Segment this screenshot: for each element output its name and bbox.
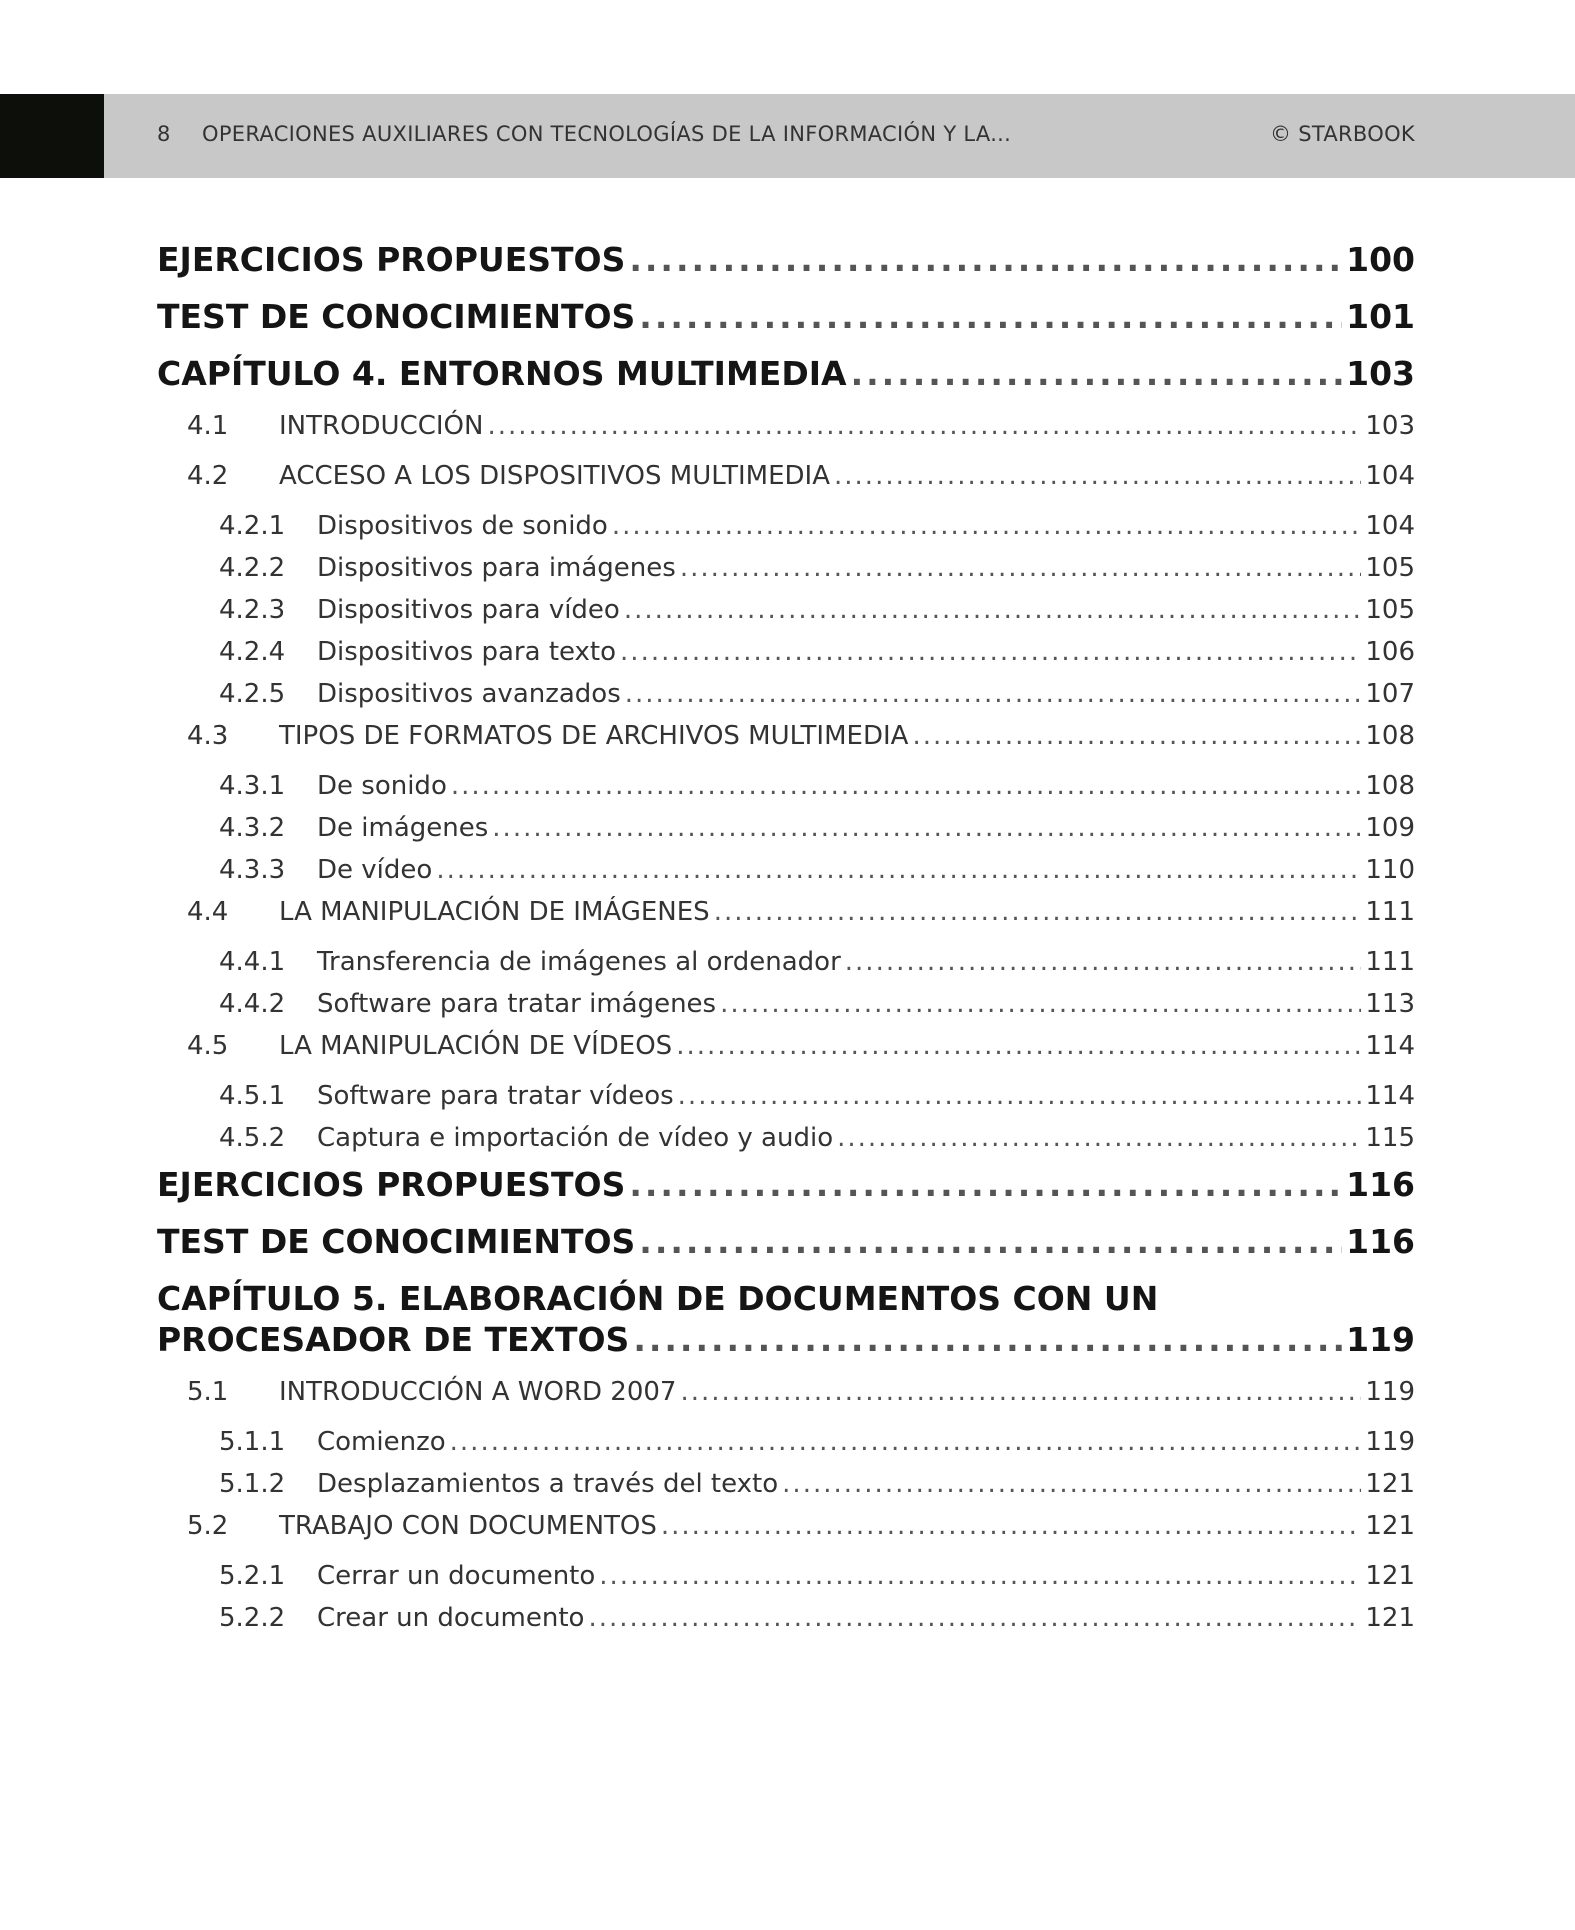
dot-leader <box>912 721 1361 751</box>
toc-entry-title: Dispositivos para vídeo <box>317 595 620 625</box>
toc-entry-title: Software para tratar imágenes <box>317 989 717 1019</box>
toc-entry-page: 105 <box>1365 553 1415 583</box>
dot-leader <box>851 354 1343 393</box>
toc-entry-title: De sonido <box>317 771 447 801</box>
toc-entry[interactable] <box>157 813 1415 855</box>
toc-entry-title: LA MANIPULACIÓN DE VÍDEOS <box>279 1031 673 1061</box>
toc-entry-label <box>219 511 608 541</box>
dot-leader <box>625 679 1362 709</box>
toc-entry-page: 103 <box>1346 354 1415 393</box>
toc-entry-page: 100 <box>1346 240 1415 279</box>
toc-entry-title: TEST DE CONOCIMIENTOS <box>157 297 636 336</box>
dot-leader <box>676 1031 1361 1061</box>
toc-entry-title: TRABAJO CON DOCUMENTOS <box>279 1511 657 1541</box>
dot-leader <box>450 1427 1362 1457</box>
toc-entry-number: 5.2.2 <box>219 1603 286 1633</box>
toc-entry-page: 121 <box>1365 1603 1415 1633</box>
toc-entry-page: 119 <box>1346 1320 1415 1359</box>
toc-entry[interactable] <box>157 947 1415 989</box>
dot-leader <box>720 989 1361 1019</box>
dot-leader <box>487 411 1361 441</box>
toc-entry[interactable] <box>157 1031 1415 1081</box>
toc-entry-page: 104 <box>1365 511 1415 541</box>
toc-entry-number: 4.2.1 <box>219 511 286 541</box>
toc-entry-page: 111 <box>1365 947 1415 977</box>
toc-entry-label <box>219 1603 584 1633</box>
toc-entry-label <box>219 1561 595 1591</box>
toc-entry-label <box>219 1123 833 1153</box>
page-number: 8 <box>157 122 171 146</box>
table-of-contents <box>157 240 1415 1645</box>
toc-entry[interactable] <box>157 855 1415 897</box>
dot-leader <box>639 1222 1342 1261</box>
dot-leader <box>612 511 1362 541</box>
toc-entry-page: 115 <box>1365 1123 1415 1153</box>
toc-entry[interactable] <box>157 297 1415 354</box>
publisher-label: © STARBOOK <box>1269 122 1415 146</box>
toc-entry-number: 4.2.4 <box>219 637 286 667</box>
dot-leader <box>678 1081 1362 1111</box>
dot-leader <box>714 897 1362 927</box>
toc-entry-title: CAPÍTULO 4. ENTORNOS MULTIMEDIA <box>157 354 847 393</box>
toc-entry-label <box>187 721 908 751</box>
toc-entry-title: Crear un documento <box>317 1603 585 1633</box>
toc-entry-page: 114 <box>1365 1031 1415 1061</box>
toc-entry-label <box>219 771 447 801</box>
toc-entry-label <box>219 637 616 667</box>
toc-entry-title: Dispositivos para imágenes <box>317 553 676 583</box>
toc-entry-title: Cerrar un documento <box>317 1561 596 1591</box>
toc-entry[interactable] <box>157 897 1415 947</box>
toc-entry-title: Desplazamientos a través del texto <box>317 1469 779 1499</box>
dot-leader <box>588 1603 1361 1633</box>
toc-entry-page: 116 <box>1346 1165 1415 1204</box>
toc-entry-page: 105 <box>1365 595 1415 625</box>
toc-entry[interactable] <box>157 1603 1415 1645</box>
toc-entry-page: 121 <box>1365 1561 1415 1591</box>
toc-entry[interactable] <box>157 771 1415 813</box>
toc-entry-number: 5.2.1 <box>219 1561 286 1591</box>
toc-entry-label <box>219 855 432 885</box>
toc-entry-page: 116 <box>1346 1222 1415 1261</box>
toc-entry-title: Dispositivos para texto <box>317 637 617 667</box>
dot-leader <box>436 855 1361 885</box>
dot-leader <box>845 947 1362 977</box>
toc-entry-page: 101 <box>1346 297 1415 336</box>
dot-leader <box>451 771 1362 801</box>
toc-entry-title: EJERCICIOS PROPUESTOS <box>157 1165 626 1204</box>
dot-leader <box>680 1377 1361 1407</box>
toc-entry-number: 4.2.2 <box>219 553 286 583</box>
toc-entry-label <box>187 1377 676 1407</box>
dot-leader <box>492 813 1361 843</box>
toc-entry-label <box>219 813 488 843</box>
toc-entry-number: 4.4.1 <box>219 947 286 977</box>
toc-entry[interactable] <box>157 1123 1415 1165</box>
toc-entry-page: 114 <box>1365 1081 1415 1111</box>
dot-leader <box>834 461 1361 491</box>
toc-entry-title: Software para tratar vídeos <box>317 1081 674 1111</box>
toc-entry-label <box>219 1081 674 1111</box>
toc-entry[interactable] <box>157 511 1415 553</box>
toc-entry-number: 4.3.1 <box>219 771 286 801</box>
toc-entry-title: De imágenes <box>317 813 489 843</box>
toc-entry[interactable] <box>157 1165 1415 1222</box>
toc-entry-label <box>187 461 830 491</box>
toc-entry-page: 111 <box>1365 897 1415 927</box>
toc-entry-title: TEST DE CONOCIMIENTOS <box>157 1222 636 1261</box>
toc-entry[interactable] <box>157 461 1415 511</box>
toc-entry-page: 104 <box>1365 461 1415 491</box>
toc-entry[interactable] <box>157 1561 1415 1603</box>
dot-leader <box>680 553 1362 583</box>
toc-entry-label <box>157 1222 635 1261</box>
toc-entry-number: 5.1 <box>187 1377 229 1407</box>
toc-entry-page: 106 <box>1365 637 1415 667</box>
toc-entry[interactable] <box>157 354 1415 411</box>
toc-entry-page: 119 <box>1365 1427 1415 1457</box>
toc-entry-label <box>187 1031 672 1061</box>
toc-entry-title: INTRODUCCIÓN A WORD 2007 <box>279 1377 677 1407</box>
toc-entry-title: Transferencia de imágenes al ordenador <box>317 947 841 977</box>
toc-entry-number: 5.2 <box>187 1511 229 1541</box>
dot-leader <box>837 1123 1361 1153</box>
toc-entry-number: 4.4.2 <box>219 989 286 1019</box>
toc-entry[interactable] <box>157 1469 1415 1511</box>
toc-entry[interactable] <box>157 679 1415 721</box>
toc-entry-label <box>157 297 635 336</box>
toc-entry[interactable] <box>157 240 1415 297</box>
toc-entry-page: 121 <box>1365 1511 1415 1541</box>
toc-entry-title: Comienzo <box>317 1427 446 1457</box>
toc-entry-number: 4.2 <box>187 461 229 491</box>
toc-entry-label <box>187 1511 657 1541</box>
toc-entry[interactable] <box>157 1511 1415 1561</box>
toc-entry-number: 4.5 <box>187 1031 229 1061</box>
toc-entry-number: 4.5.1 <box>219 1081 286 1111</box>
dot-leader <box>629 240 1342 279</box>
toc-entry-title: Captura e importación de vídeo y audio <box>317 1123 834 1153</box>
toc-entry-title: Dispositivos avanzados <box>317 679 621 709</box>
toc-entry-number: 4.3 <box>187 721 229 751</box>
dot-leader <box>633 1320 1342 1359</box>
toc-entry-number: 4.5.2 <box>219 1123 286 1153</box>
toc-entry-number: 4.2.3 <box>219 595 286 625</box>
toc-entry[interactable] <box>157 1427 1415 1469</box>
toc-entry-page: 108 <box>1365 771 1415 801</box>
toc-entry[interactable] <box>157 595 1415 637</box>
toc-entry-number: 4.3.3 <box>219 855 286 885</box>
toc-entry[interactable] <box>157 637 1415 679</box>
toc-entry[interactable] <box>157 411 1415 461</box>
dot-leader <box>661 1511 1361 1541</box>
dot-leader <box>620 637 1361 667</box>
toc-entry-label <box>157 240 625 279</box>
dot-leader <box>782 1469 1361 1499</box>
page-header <box>0 94 1575 178</box>
toc-entry[interactable] <box>157 1320 1415 1377</box>
dot-leader <box>624 595 1362 625</box>
toc-entry-title: EJERCICIOS PROPUESTOS <box>157 240 626 279</box>
toc-entry-page: 107 <box>1365 679 1415 709</box>
toc-entry-number: 4.2.5 <box>219 679 286 709</box>
toc-entry-title-line1: CAPÍTULO 5. ELABORACIÓN DE DOCUMENTOS CON UN <box>157 1279 1159 1318</box>
toc-entry[interactable] <box>157 989 1415 1031</box>
dot-leader <box>639 297 1342 336</box>
toc-entry-title: INTRODUCCIÓN <box>279 411 484 441</box>
toc-entry-label <box>219 947 841 977</box>
toc-entry-page: 103 <box>1365 411 1415 441</box>
toc-entry[interactable] <box>157 1081 1415 1123</box>
toc-entry-label <box>187 411 483 441</box>
toc-entry-title: ACCESO A LOS DISPOSITIVOS MULTIMEDIA <box>279 461 831 491</box>
toc-entry-label <box>219 989 716 1019</box>
toc-entry[interactable] <box>157 721 1415 771</box>
dot-leader <box>629 1165 1342 1204</box>
toc-entry-label <box>157 1165 625 1204</box>
toc-entry-page: 109 <box>1365 813 1415 843</box>
toc-entry-label <box>219 1427 446 1457</box>
toc-entry-page: 119 <box>1365 1377 1415 1407</box>
toc-entry-number: 4.4 <box>187 897 229 927</box>
toc-entry-label <box>157 1320 629 1359</box>
toc-entry-label <box>219 553 676 583</box>
toc-entry[interactable] <box>157 1377 1415 1427</box>
toc-entry-number: 4.3.2 <box>219 813 286 843</box>
toc-entry-page: 121 <box>1365 1469 1415 1499</box>
toc-entry-label <box>157 354 847 393</box>
toc-entry-label <box>219 679 621 709</box>
header-black-block <box>0 94 104 178</box>
dot-leader <box>599 1561 1361 1591</box>
toc-entry-title: De vídeo <box>317 855 433 885</box>
toc-entry-title: Dispositivos de sonido <box>317 511 608 541</box>
toc-entry-number: 4.1 <box>187 411 229 441</box>
toc-entry-title: LA MANIPULACIÓN DE IMÁGENES <box>279 897 710 927</box>
toc-entry-number: 5.1.2 <box>219 1469 286 1499</box>
toc-entry-label <box>219 595 620 625</box>
toc-entry-page: 113 <box>1365 989 1415 1019</box>
toc-entry-label <box>187 897 710 927</box>
running-title: OPERACIONES AUXILIARES CON TECNOLOGÍAS DE LA INFORMACIÓN Y LA... <box>202 122 1012 146</box>
toc-chapter-entry[interactable] <box>157 1279 1415 1377</box>
toc-entry-page: 110 <box>1365 855 1415 885</box>
toc-entry[interactable] <box>157 553 1415 595</box>
toc-entry[interactable] <box>157 1222 1415 1279</box>
toc-entry-title: PROCESADOR DE TEXTOS <box>157 1320 630 1359</box>
toc-entry-page: 108 <box>1365 721 1415 751</box>
toc-entry-label <box>219 1469 778 1499</box>
toc-entry-number: 5.1.1 <box>219 1427 286 1457</box>
toc-entry-title: TIPOS DE FORMATOS DE ARCHIVOS MULTIMEDIA <box>279 721 909 751</box>
